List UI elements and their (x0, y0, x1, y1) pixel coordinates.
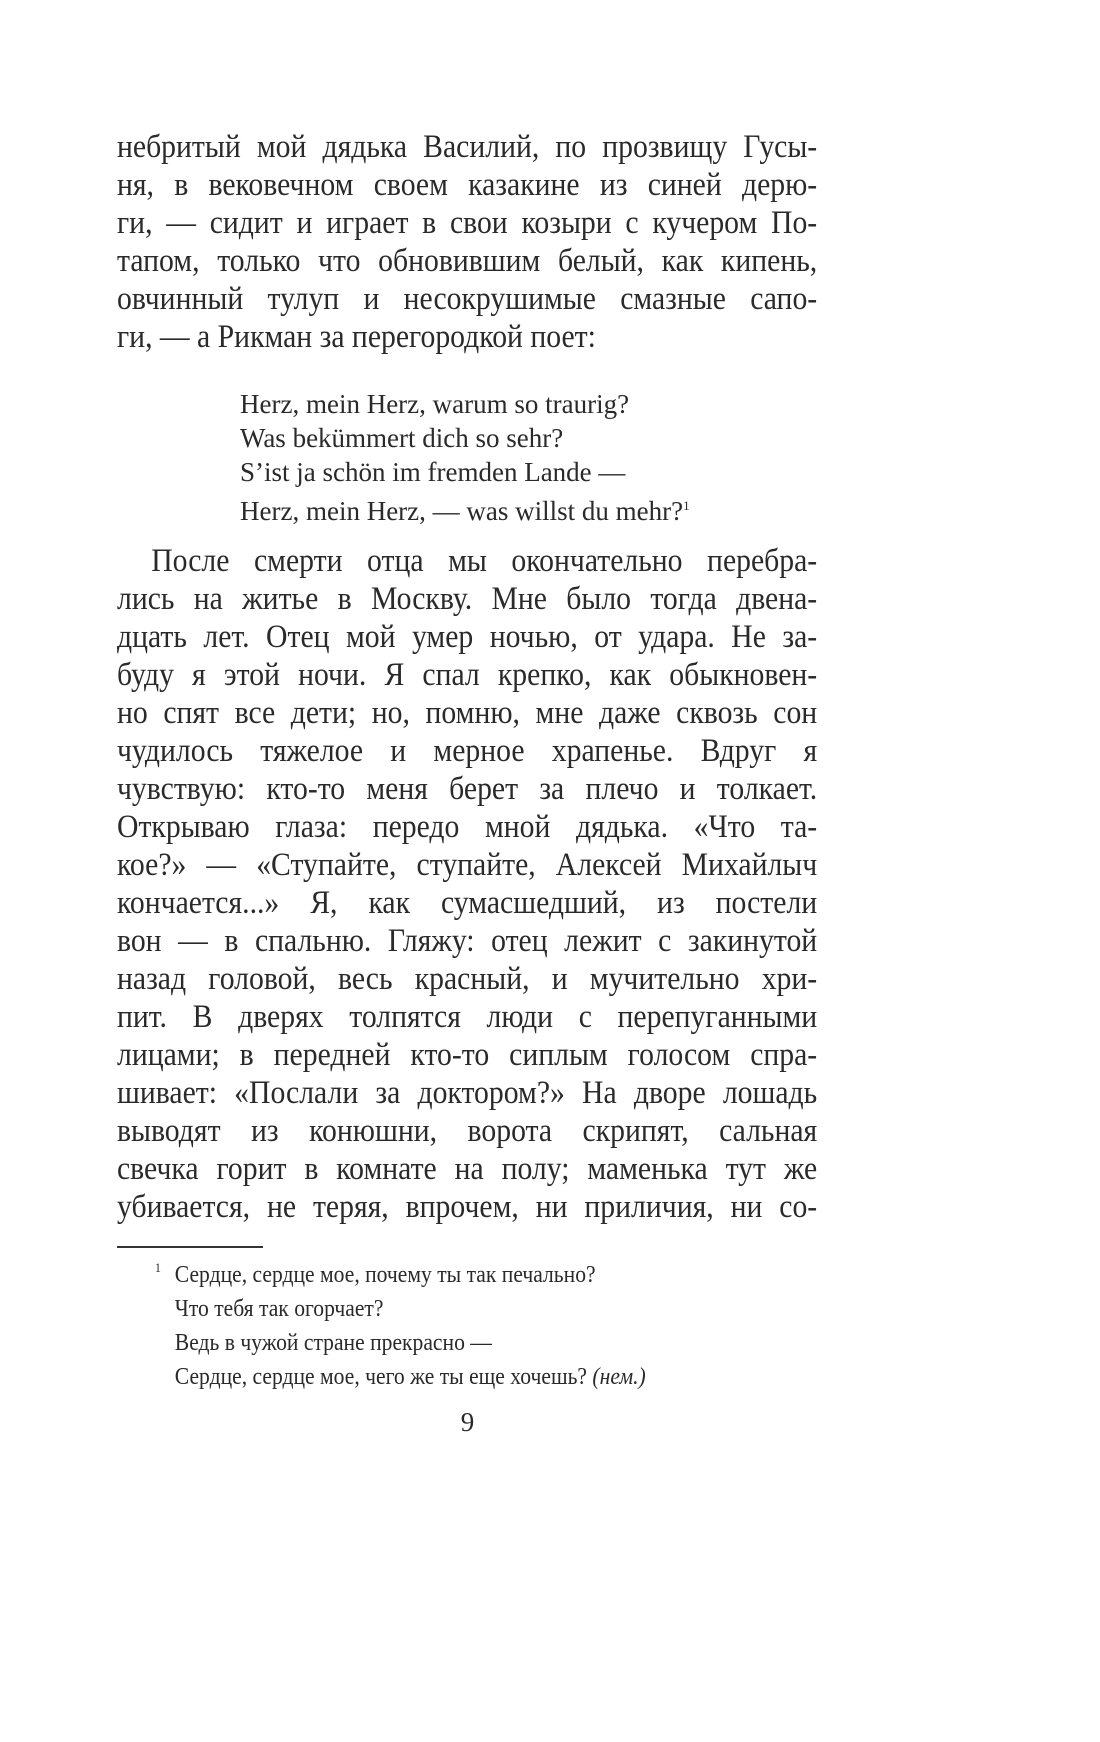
footnote-text: Сердце, сердце мое, чего же ты еще хочешь? (174, 1364, 588, 1390)
text-line: вон — в спальню. Гляжу: отец лежит с закинутой (117, 923, 818, 959)
text-line: чувствую: кто-то меня берет за плечо и толкает. (117, 771, 818, 807)
text-line: назад головой, весь красный, и мучительно хри- (117, 961, 818, 997)
footnote-divider (117, 1246, 263, 1248)
poem-line-text: Herz, mein Herz, — was willst du mehr? (240, 496, 684, 526)
text-line: дцать лет. Отец мой умер ночью, от удара. Не за- (117, 619, 818, 655)
poem-line (240, 489, 690, 528)
text-line: чудилось тяжелое и мерное храпенье. Вдруг я (117, 733, 818, 769)
text-line: выводят из конюшни, ворота скрипят, сальная (117, 1113, 818, 1149)
footnote-line (155, 1258, 646, 1292)
footnote-line (155, 1360, 646, 1394)
footnote-reference[interactable]: 1 (683, 498, 690, 513)
text-line: буду я этой ночи. Я спал крепко, как обыкновен- (117, 657, 818, 693)
footnote-line (155, 1326, 646, 1360)
footnote-text: Сердце, сердце мое, почему ты так печально? (174, 1262, 596, 1288)
text-line: кое?» — «Ступайте, ступайте, Алексей Михайлыч (117, 847, 818, 883)
text-line: лицами; в передней кто-то сиплым голосом спра- (117, 1037, 818, 1073)
poem-line: S’ist ja schön im fremden Lande — (240, 457, 626, 487)
text-line: свечка горит в комнате на полу; маменька тут же (117, 1151, 818, 1187)
text-line: пит. В дверях толпятся люди с перепуганными (117, 999, 818, 1035)
footnote-text: Ведь в чужой стране прекрасно — (174, 1330, 492, 1356)
footnote-text: Что тебя так огорчает? (174, 1296, 384, 1322)
text-line: но спят все дети; но, помню, мне даже сквозь сон (117, 695, 818, 731)
text-line: небритый мой дядька Василий, по прозвищу Гусы- (117, 129, 818, 165)
footnote (155, 1258, 646, 1394)
text-line: Открываю глаза: передо мной дядька. «Что та- (117, 809, 818, 845)
text-line: кончается...» Я, как сумасшедший, из постели (117, 885, 818, 921)
text-line: шивает: «Послали за доктором?» На дворе лошадь (117, 1075, 818, 1111)
paragraph-1 (117, 128, 895, 356)
poem-line: Was bekümmert dich so sehr? (240, 423, 564, 453)
text-line: После смерти отца мы окончательно перебра- (151, 543, 818, 579)
poem-quote (240, 387, 690, 528)
footnote-language-note: (нем.) (592, 1364, 646, 1390)
text-line: тапом, только что обновившим белый, как кипень, (117, 243, 818, 279)
footnote-line (155, 1292, 646, 1326)
paragraph-2 (117, 542, 895, 1226)
poem-line: Herz, mein Herz, warum so traurig? (240, 389, 630, 419)
text-line: овчинный тулуп и несокрушимые смазные сапо- (117, 281, 818, 317)
text-line: ги, — а Рикман за перегородкой поет: (117, 319, 596, 355)
text-line: лись на житье в Москву. Мне было тогда двена- (117, 581, 818, 617)
text-line: ня, в вековечном своем казакине из синей дерю- (117, 167, 818, 203)
text-line: ги, — сидит и играет в свои козыри с кучером По- (117, 205, 818, 241)
footnote-marker: 1 (155, 1260, 161, 1275)
text-line: убивается, не теряя, впрочем, ни приличия, ни со- (117, 1189, 818, 1225)
page-number: 9 (460, 1407, 475, 1437)
